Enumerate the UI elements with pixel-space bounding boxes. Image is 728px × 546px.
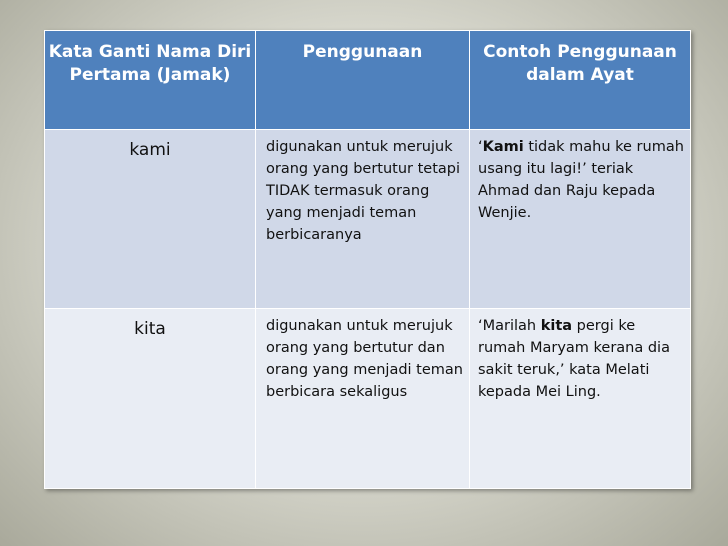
cell-term — [45, 130, 256, 309]
pronoun-table — [44, 30, 691, 489]
cell-example — [470, 309, 691, 489]
cell-term — [45, 309, 256, 489]
example-text — [470, 309, 690, 403]
table-row — [45, 309, 691, 489]
example-post: pergi ke rumah Maryam kerana dia sakit teruk,’ kata Melati kepada Mei Ling. — [478, 318, 670, 400]
header-pronoun: Kata Ganti Nama Diri Pertama (Jamak) — [45, 31, 256, 130]
term-kita: kita — [134, 319, 166, 339]
header-usage: Penggunaan — [256, 31, 470, 130]
usage-text: digunakan untuk merujuk orang yang bertutur dan orang yang menjadi teman berbicara sekaligus — [266, 318, 463, 400]
example-text — [470, 130, 690, 224]
header-example: Contoh Penggunaan dalam Ayat — [470, 31, 691, 130]
usage-text: digunakan untuk merujuk orang yang bertutur tetapi TIDAK termasuk orang yang menjadi teman berbicaranya — [266, 139, 461, 243]
table-row — [45, 130, 691, 309]
cell-example — [470, 130, 691, 309]
cell-usage — [256, 130, 470, 309]
example-bold: Kami — [482, 139, 524, 155]
example-pre: ‘ — [478, 139, 483, 155]
cell-usage — [256, 309, 470, 489]
term-kami: kami — [129, 140, 171, 160]
example-post: tidak mahu ke rumah usang itu lagi!’ teriak Ahmad dan Raju kepada Wenjie. — [478, 139, 684, 221]
header-row — [45, 31, 691, 130]
example-bold: kita — [540, 318, 573, 334]
example-pre: ‘Marilah — [478, 318, 541, 334]
